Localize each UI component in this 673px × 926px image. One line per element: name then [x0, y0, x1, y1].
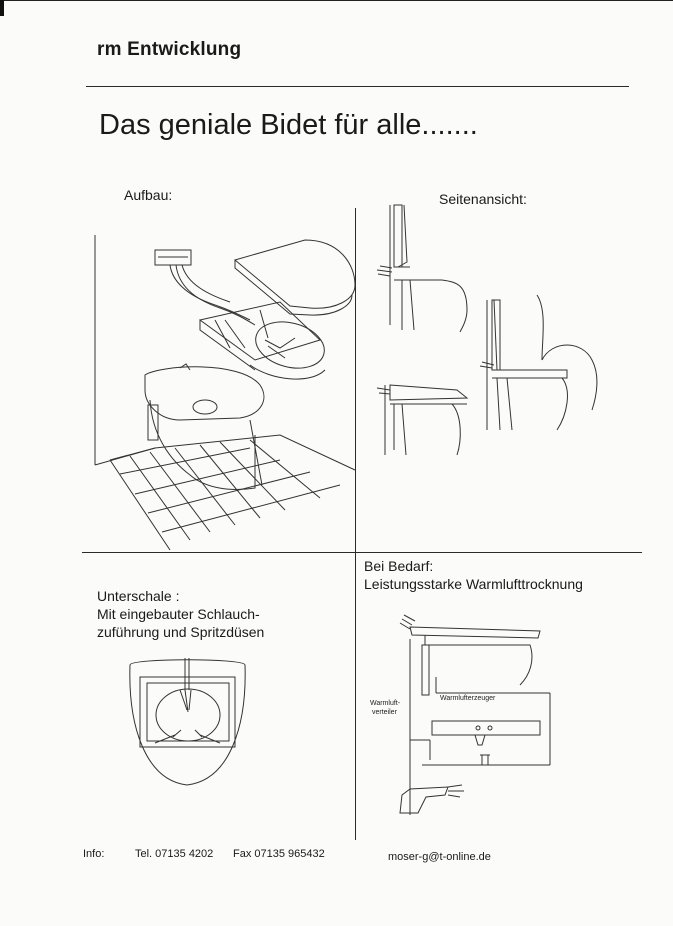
bedarf-text [364, 557, 583, 593]
seitenansicht-label: Seitenansicht: [439, 191, 527, 207]
unterschale-line-1: Unterschale : [97, 588, 180, 604]
seitenansicht-illustration [372, 200, 632, 460]
aufbau-label: Aufbau: [124, 187, 173, 203]
vertical-divider [355, 208, 356, 840]
scan-edge-mark [0, 0, 4, 16]
unterschale-line-3: zuführung und Spritzdüsen [97, 624, 265, 640]
aufbau-illustration [90, 220, 355, 550]
bedarf-line-2: Leistungsstarke Warmlufttrocknung [364, 576, 583, 592]
bedarf-line-1: Bei Bedarf: [364, 558, 434, 574]
top-border [0, 0, 673, 1]
page-title: Das geniale Bidet für alle....... [99, 109, 478, 141]
unterschale-line-2: Mit eingebauter Schlauch- [97, 606, 260, 622]
footer-fax: Fax 07135 965432 [233, 848, 325, 860]
brand-name: rm Entwicklung [97, 39, 242, 60]
unterschale-text [97, 587, 264, 641]
warmluftverteiler-label-1: Warmluft- [370, 700, 401, 707]
warmlufterzeuger-label: Warmlufterzeuger [440, 695, 496, 702]
unterschale-illustration [125, 655, 250, 790]
horizontal-divider [82, 552, 642, 553]
footer-email: moser-g@t-online.de [388, 851, 491, 863]
warmluftverteiler-label-2: verteiler [372, 709, 397, 716]
warmluft-illustration [370, 605, 555, 820]
footer-phone: Tel. 07135 4202 [135, 848, 214, 860]
header-rule [86, 86, 629, 87]
footer-info-label: Info: [83, 848, 105, 860]
